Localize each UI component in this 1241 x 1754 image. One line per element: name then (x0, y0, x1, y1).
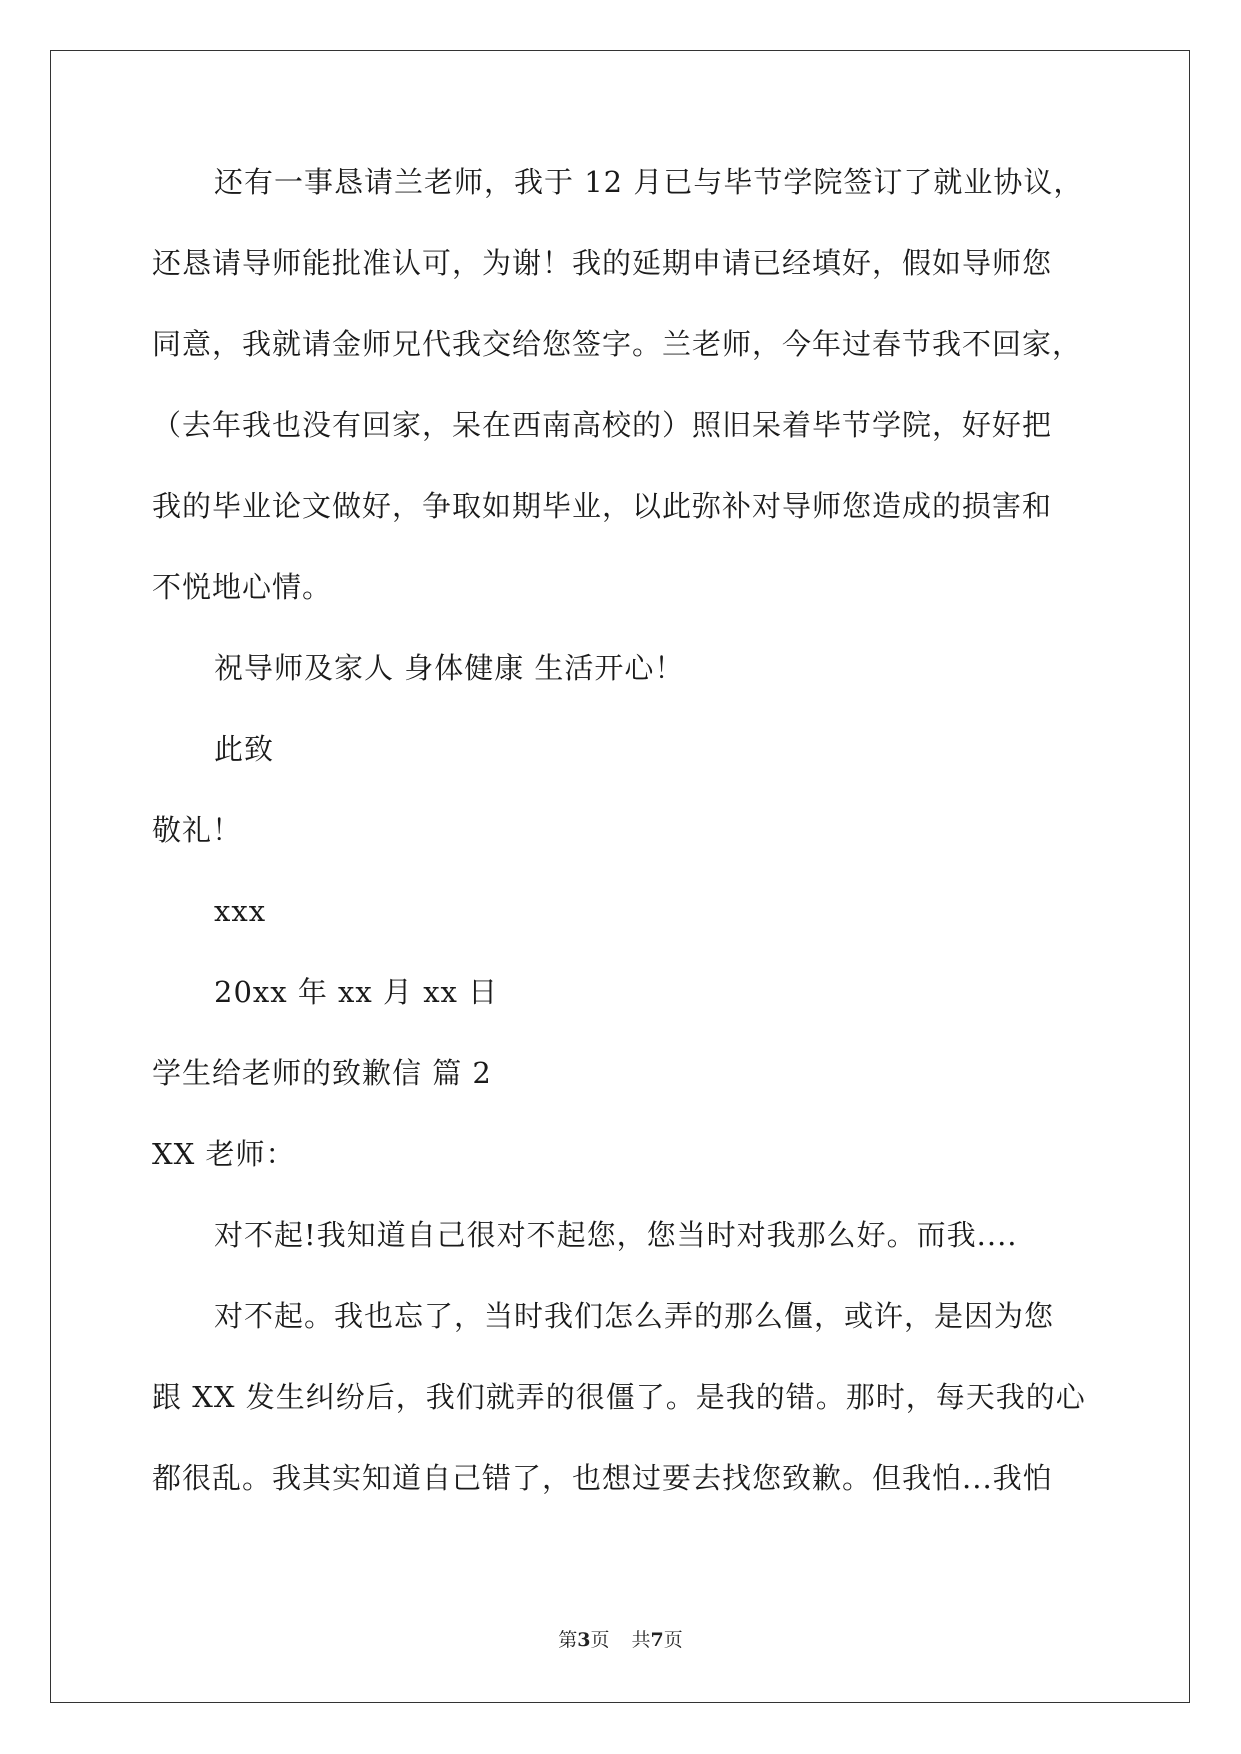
signature-line: xxx (214, 894, 267, 928)
page-prefix: 第 (558, 1629, 578, 1651)
greeting-line: XX 老师： (152, 1137, 296, 1171)
total-suffix: 页 (663, 1629, 683, 1651)
closing-line: 此致 (214, 732, 275, 766)
salutation-line: 敬礼！ (152, 813, 243, 847)
page-footer (0, 1628, 1241, 1652)
paragraph-line: 不悦地心情。 (152, 570, 333, 604)
total-prefix: 共 (631, 1629, 651, 1651)
date-line: 20xx 年 xx 月 xx 日 (214, 975, 499, 1009)
paragraph-line: 同意，我就请金师兄代我交给您签字。兰老师，今年过春节我不回家， (152, 327, 1083, 361)
paragraph-line: 我的毕业论文做好，争取如期毕业，以此弥补对导师您造成的损害和 (152, 489, 1053, 523)
wishes-line: 祝导师及家人 身体健康 生活开心！ (214, 651, 685, 685)
paragraph-line: 都很乱。我其实知道自己错了，也想过要去找您致歉。但我怕...我怕 (152, 1461, 1053, 1495)
paragraph-line: 对不起!我知道自己很对不起您，您当时对我那么好。而我.... (214, 1218, 1018, 1252)
page-current: 3 (577, 1629, 591, 1651)
paragraph-line: 还恳请导师能批准认可，为谢！我的延期申请已经填好，假如导师您 (152, 246, 1053, 280)
section-heading: 学生给老师的致歉信 篇 2 (152, 1056, 492, 1090)
page-border (50, 50, 1190, 1703)
paragraph-line: （去年我也没有回家，呆在西南高校的）照旧呆着毕节学院，好好把 (152, 408, 1053, 442)
paragraph-line: 对不起。我也忘了，当时我们怎么弄的那么僵，或许，是因为您 (214, 1299, 1055, 1333)
page-mid: 页 (590, 1629, 610, 1651)
paragraph-line: 还有一事恳请兰老师，我于 12 月已与毕节学院签订了就业协议， (214, 165, 1084, 199)
paragraph-line: 跟 XX 发生纠纷后，我们就弄的很僵了。是我的错。那时，每天我的心 (152, 1380, 1086, 1414)
page-total: 7 (650, 1629, 664, 1651)
